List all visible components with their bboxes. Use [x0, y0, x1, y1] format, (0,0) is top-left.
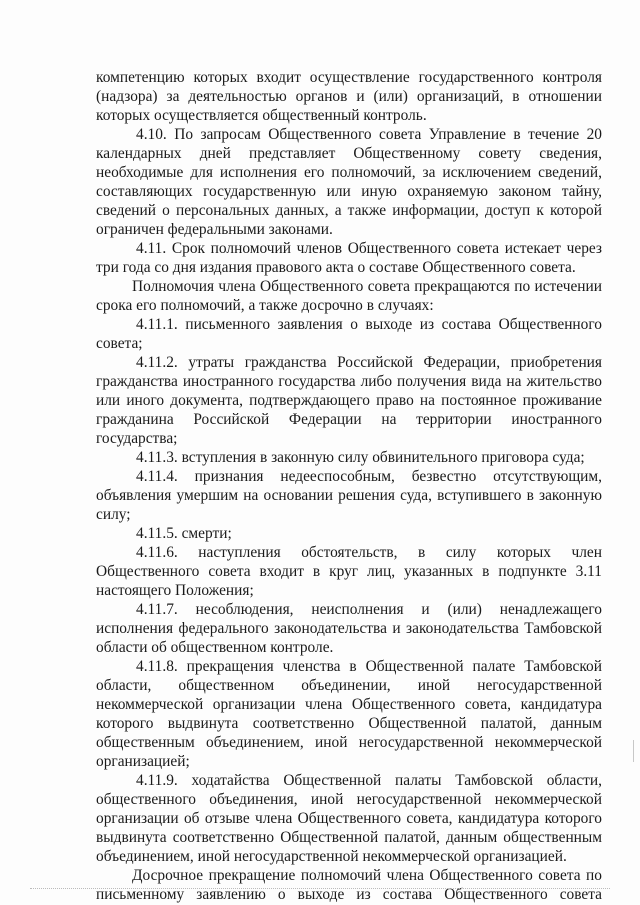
text-line: письменному заявлению о выходе из состава Общественного совета	[96, 886, 602, 903]
text-line: общественным объединением, иной негосударственной некоммерческой	[96, 734, 602, 751]
text-line: общественного объединения, иной негосударственной некоммерческой	[96, 791, 602, 808]
text-line: организацией;	[96, 753, 190, 770]
text-line: некоммерческой организации члена Общественного совета, кандидатура	[96, 696, 602, 713]
text-line: настоящего Положения;	[96, 582, 254, 599]
text-line: которых осуществляется общественный контроль.	[96, 107, 427, 124]
text-line: три года со дня издания правового акта о составе Общественного совета.	[96, 259, 576, 276]
text-line: Общественного совета входит в круг лиц, указанных в подпункте 3.11	[96, 563, 602, 580]
text-line: которого выдвинута соответственно Общественной палатой, данным	[96, 715, 602, 732]
item-4-11-4: 4.11.4. признания недееспособным, безвестно отсутствующим,	[136, 468, 602, 485]
text-line: компетенцию которых входит осуществление государственного контроля	[96, 69, 602, 86]
text-line: совета;	[96, 335, 143, 352]
item-4-11-3: 4.11.3. вступления в законную силу обвинительного приговора суда;	[136, 449, 585, 466]
text-line: ограничен федеральными законами.	[96, 221, 333, 238]
scan-bottom-edge	[30, 888, 610, 890]
text-line: области об общественном контроле.	[96, 639, 334, 656]
text-line: сведений о персональных данных, а также информации, доступ к которой	[96, 202, 602, 219]
paragraph-4-11: 4.11. Срок полномочий членов Общественного совета истекает через	[136, 240, 602, 257]
text-line: срока его полномочий, а также досрочно в случаях:	[96, 297, 434, 314]
text-line: выдвинута соответственно Общественной палатой, данным общественным	[96, 829, 602, 846]
text-line: гражданина Российской Федерации на территории иностранного	[96, 411, 602, 428]
item-4-11-2: 4.11.2. утраты гражданства Российской Федерации, приобретения	[136, 354, 602, 371]
text-line: исполнения федерального законодательства и законодательства Тамбовской	[96, 620, 602, 637]
paragraph-termination: Полномочия члена Общественного совета прекращаются по истечении	[132, 278, 602, 295]
text-line: гражданства иностранного государства либо получения вида на жительство	[96, 373, 602, 390]
text-line: (надзора) за деятельностью органов и (или) организаций, в отношении	[96, 88, 602, 105]
text-line: области, общественном объединении, иной негосударственной	[96, 677, 602, 694]
item-4-11-6: 4.11.6. наступления обстоятельств, в силу которых член	[136, 544, 602, 561]
text-line: организации об отзыве члена Общественного совета, кандидатура которого	[96, 810, 602, 827]
text-line: силу;	[96, 506, 131, 523]
item-4-11-7: 4.11.7. несоблюдения, неисполнения и (или) ненадлежащего	[136, 601, 602, 618]
scan-artifact	[633, 740, 634, 762]
text-line: или иного документа, подтверждающего право на постоянное проживание	[96, 392, 602, 409]
text-line: необходимые для исполнения его полномочий, за исключением сведений,	[96, 164, 602, 181]
text-line: объявления умершим на основании решения суда, вступившего в законную	[96, 487, 602, 504]
paragraph-4-10: 4.10. По запросам Общественного совета Управление в течение 20	[136, 126, 602, 143]
paragraph-early-termination: Досрочное прекращение полномочий члена Общественного совета по	[132, 867, 602, 884]
item-4-11-1: 4.11.1. письменного заявления о выходе из состава Общественного	[136, 316, 602, 333]
text-line: составляющих государственную или иную охраняемую законом тайну,	[96, 183, 602, 200]
item-4-11-5: 4.11.5. смерти;	[136, 525, 232, 542]
text-line: объединением, иной негосударственной некоммерческой организацией.	[96, 848, 567, 865]
item-4-11-8: 4.11.8. прекращения членства в Общественной палате Тамбовской	[136, 658, 602, 675]
item-4-11-9: 4.11.9. ходатайства Общественной палаты Тамбовской области,	[136, 772, 602, 789]
text-line: государства;	[96, 430, 178, 447]
text-line: календарных дней представляет Общественному совету сведения,	[96, 145, 602, 162]
